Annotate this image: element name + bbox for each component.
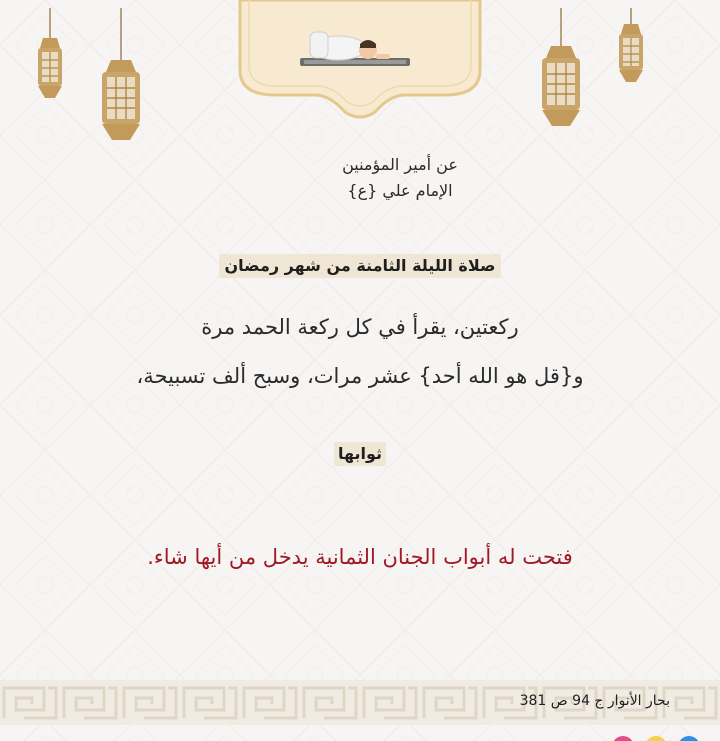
prayer-heading-wrap — [0, 254, 720, 278]
prayer-heading: صلاة الليلة الثامنة من شهر رمضان — [219, 254, 502, 278]
lantern-icon — [98, 8, 144, 144]
reward-heading-wrap — [0, 442, 720, 466]
instruction-line-2: و{قل هو الله أحد} عشر مرات، وسبح ألف تسبيحة، — [136, 364, 584, 388]
reward-heading: ثوابها — [334, 442, 386, 466]
source-citation: بحار الأنوار ج 94 ص 381 — [519, 693, 670, 709]
source-line-1: عن أمير المؤمنين — [342, 155, 458, 174]
reward-text: فتحت له أبواب الجنان الثمانية يدخل من أيها شاء. — [147, 545, 573, 569]
lantern-icon — [33, 8, 67, 104]
lantern-icon — [538, 8, 584, 130]
source-line-2: الإمام علي {ع} — [347, 181, 453, 200]
lantern-icon — [614, 8, 648, 88]
praying-man-illustration — [296, 22, 414, 70]
instruction-line-1: ركعتين، يقرأ في كل ركعة الحمد مرة — [201, 315, 519, 339]
